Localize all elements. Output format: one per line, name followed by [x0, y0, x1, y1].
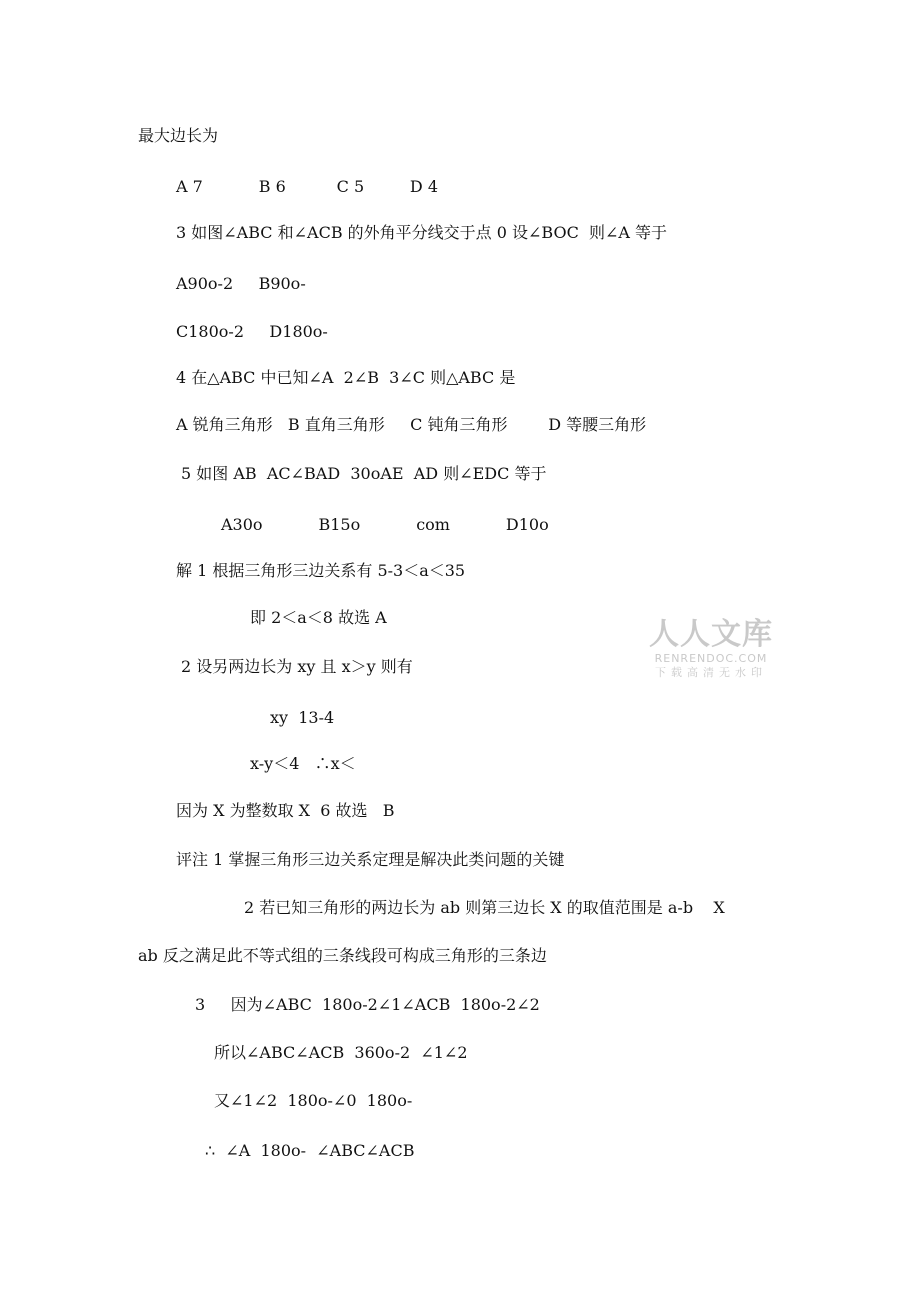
text-line-8: 5 如图 AB AC∠BAD 30oAE AD 则∠EDC 等于: [181, 464, 547, 483]
text-line-6: 4 在△ABC 中已知∠A 2∠B 3∠C 则△ABC 是: [176, 368, 516, 387]
text-line-3: 3 如图∠ABC 和∠ACB 的外角平分线交于点 0 设∠BOC 则∠A 等于: [176, 223, 668, 242]
text-line-20: 所以∠ABC∠ACB 360o-2 ∠1∠2: [214, 1043, 468, 1062]
text-line-17: 2 若已知三角形的两边长为 ab 则第三边长 X 的取值范围是 a-b X: [244, 898, 725, 917]
text-line-4: A90o-2 B90o-: [176, 274, 306, 293]
text-line-11: 即 2＜a＜8 故选 A: [250, 608, 387, 627]
text-line-9: A30o B15o com D10o: [221, 515, 549, 534]
text-line-18: ab 反之满足此不等式组的三条线段可构成三角形的三条边: [138, 946, 547, 965]
text-line-16: 评注 1 掌握三角形三边关系定理是解决此类问题的关键: [176, 850, 565, 869]
watermark-title: 人人文库: [649, 617, 773, 652]
text-line-13: xy 13-4: [270, 708, 335, 727]
text-line-7: A 锐角三角形 B 直角三角形 C 钝角三角形 D 等腰三角形: [176, 415, 647, 434]
renrendoc-watermark: [636, 618, 786, 688]
text-line-1: 最大边长为: [138, 126, 219, 145]
watermark-site: RENRENDOC.COM: [654, 652, 768, 665]
text-line-2: A 7 B 6 C 5 D 4: [176, 177, 439, 196]
text-line-22: ∴ ∠A 180o- ∠ABC∠ACB: [205, 1141, 415, 1160]
text-line-5: C180o-2 D180o-: [176, 322, 328, 341]
text-line-10: 解 1 根据三角形三边关系有 5-3＜a＜35: [176, 561, 466, 580]
text-line-12: 2 设另两边长为 xy 且 x＞y 则有: [181, 657, 413, 676]
watermark-tagline: 下载高清无水印: [655, 666, 767, 679]
text-line-15: 因为 X 为整数取 X 6 故选 B: [176, 801, 395, 820]
text-line-19: 3 因为∠ABC 180o-2∠1∠ACB 180o-2∠2: [195, 995, 540, 1014]
text-line-14: x-y＜4 ∴x＜: [250, 754, 356, 773]
text-line-21: 又∠1∠2 180o-∠0 180o-: [214, 1091, 413, 1110]
